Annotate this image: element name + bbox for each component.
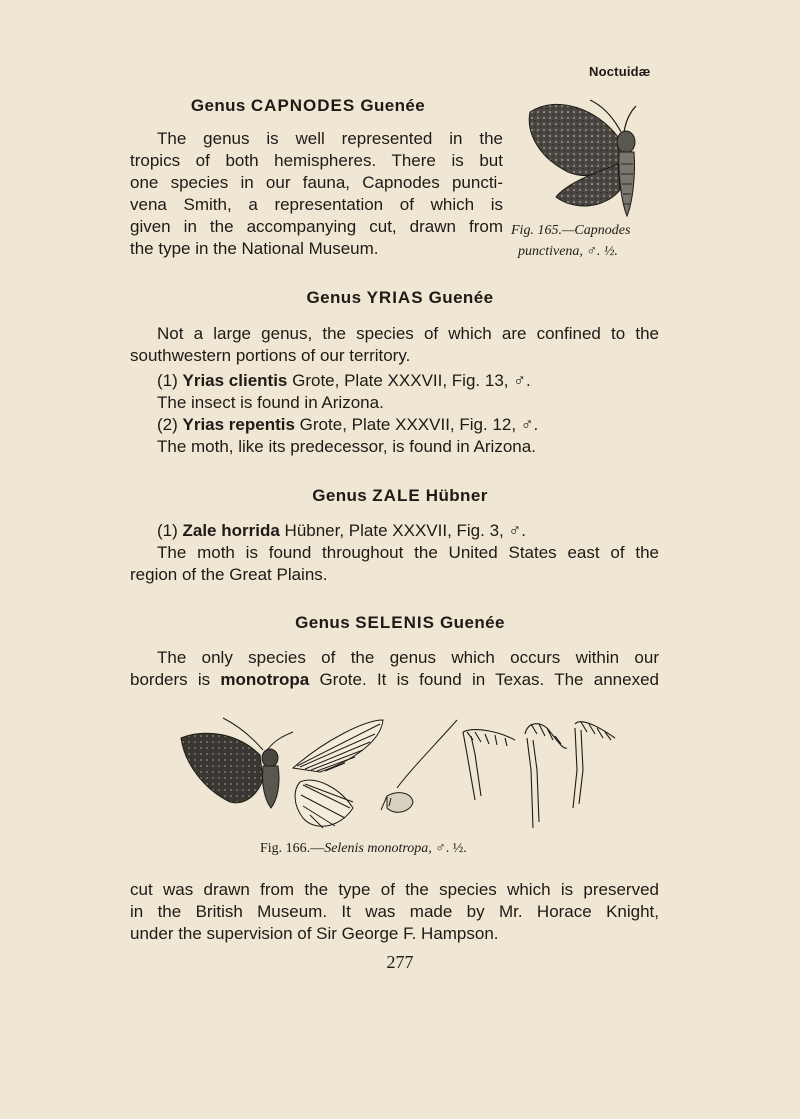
zale-line-1: The moth is found throughout the United States east of the	[157, 543, 659, 562]
page-number: 277	[386, 952, 414, 972]
genus-author: Guenée	[355, 96, 426, 115]
selenis-line-1: The only species of the genus which occurs within our	[157, 648, 659, 667]
genus-author: Hübner	[420, 486, 488, 505]
yrias-entry-2-note: The moth, like its predecessor, is found in Arizona.	[157, 437, 536, 456]
genus-name: SELENIS	[355, 613, 435, 632]
selenis-legs-drawing	[463, 722, 615, 828]
running-head: Noctuidæ	[589, 64, 651, 79]
caption-text: punctivena, ♂. ½.	[518, 244, 618, 259]
heading-prefix: Genus	[295, 613, 356, 632]
entry-number: (1)	[157, 371, 183, 390]
entry-number: (2)	[157, 415, 183, 434]
text-run: borders is	[130, 670, 221, 689]
genus-author: Guenée	[423, 288, 494, 307]
selenis-after-line-2: in the British Museum. It was made by Mr. Horace Knight,	[130, 902, 659, 921]
zale-line-2: region of the Great Plains.	[130, 565, 328, 584]
genus-heading-yrias	[0, 288, 800, 308]
selenis-moth-drawing	[181, 718, 293, 808]
entry-number: (1)	[157, 521, 183, 540]
figure-165-caption-line-1	[511, 223, 630, 239]
text-run: Grote. It is found in Texas. The annexed	[309, 670, 659, 689]
yrias-entry-1-note: The insect is found in Arizona.	[157, 393, 384, 412]
species-name: Zale horrida	[182, 521, 280, 540]
selenis-forewing-venation	[293, 720, 383, 772]
capnodes-moth-figure	[518, 92, 668, 222]
zale-entry-1	[157, 520, 526, 542]
selenis-hindwing-venation	[295, 780, 353, 828]
genus-author: Guenée	[434, 613, 505, 632]
figure-165-caption-line-2	[518, 244, 618, 260]
yrias-line-1: Not a large genus, the species of which are confined to the	[157, 324, 659, 343]
selenis-after-line-3: under the supervision of Sir George F. Hampson.	[130, 924, 499, 943]
caption-text: Fig. 165.—Capnodes	[511, 223, 631, 238]
caption-prefix: Fig. 166.—	[260, 841, 325, 856]
species-name: monotropa	[220, 670, 310, 689]
capnodes-line-2: tropics of both hemispheres. There is but	[130, 151, 503, 170]
selenis-after-line-1: cut was drawn from the type of the species which is preserved	[130, 880, 659, 899]
capnodes-line-4: vena Smith, a representation of which is	[130, 195, 503, 214]
caption-suffix: ♂. ½.	[431, 841, 467, 856]
capnodes-line-3: one species in our fauna, Capnodes puncti-	[130, 173, 503, 192]
figure-166-caption	[260, 841, 467, 857]
genus-name: ZALE	[372, 486, 421, 505]
heading-prefix: Genus	[312, 486, 373, 505]
plate-reference: Grote, Plate XXXVII, Fig. 13, ♂.	[287, 371, 531, 390]
selenis-line-2	[130, 669, 659, 691]
genus-heading-selenis	[0, 613, 800, 633]
species-name: Yrias clientis	[182, 371, 288, 390]
genus-name: YRIAS	[366, 288, 424, 307]
plate-reference: Grote, Plate XXXVII, Fig. 12, ♂.	[294, 415, 539, 434]
capnodes-line-1: The genus is well represented in the	[157, 129, 503, 148]
yrias-line-2: southwestern portions of our territory.	[130, 346, 411, 365]
species-name: Yrias repentis	[182, 415, 295, 434]
selenis-antenna-drawing	[381, 720, 457, 812]
capnodes-line-6: the type in the National Museum.	[130, 239, 379, 258]
genus-name: CAPNODES	[250, 96, 356, 115]
heading-prefix: Genus	[306, 288, 367, 307]
capnodes-line-5: given in the accompanying cut, drawn from	[130, 217, 503, 236]
heading-prefix: Genus	[190, 96, 251, 115]
selenis-figure	[175, 710, 625, 835]
caption-species: Selenis monotropa,	[324, 841, 432, 856]
yrias-entry-1	[157, 370, 531, 392]
genus-heading-zale	[0, 486, 800, 506]
yrias-entry-2	[157, 414, 538, 436]
plate-reference: Hübner, Plate XXXVII, Fig. 3, ♂.	[279, 521, 526, 540]
